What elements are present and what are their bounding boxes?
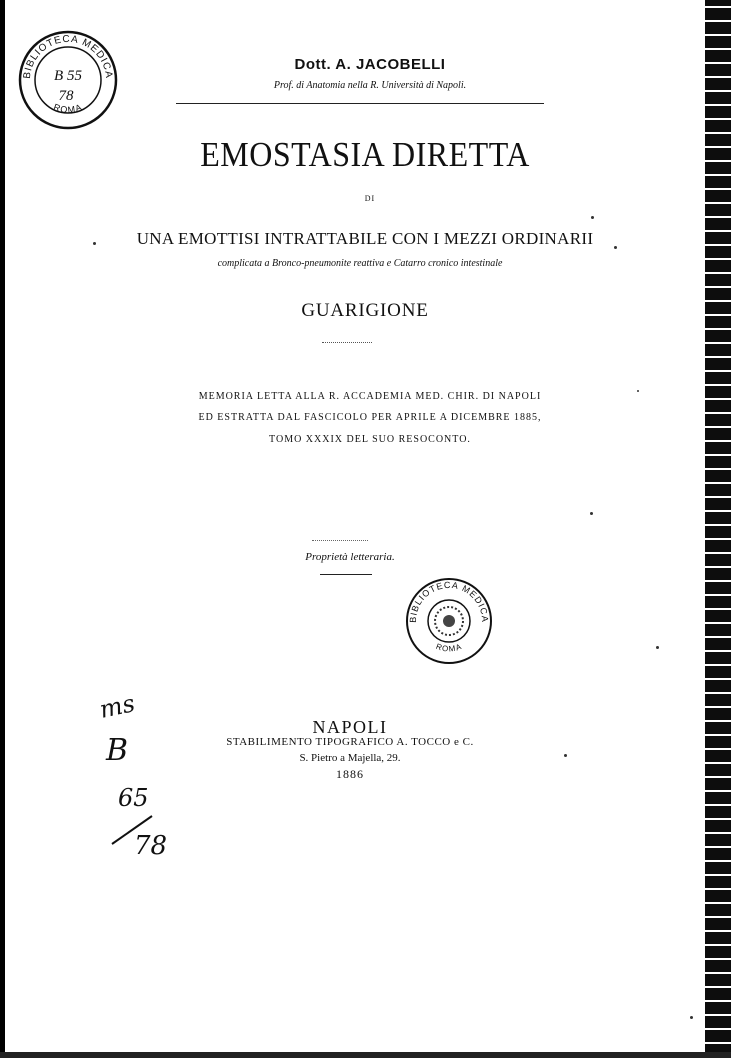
scan-right-edge (705, 0, 731, 1058)
scan-speck (590, 512, 593, 515)
handwritten-note: B (106, 733, 129, 768)
stamp-mid-library-name: BIBLIOTECA MEDICA (407, 579, 491, 623)
imprint-year: 1886 (336, 767, 364, 781)
scan-bottom-edge (0, 1052, 731, 1058)
scan-speck (591, 216, 594, 219)
handwritten-note: ms (97, 689, 138, 724)
author-name: Dott. A. JACOBELLI (294, 56, 446, 73)
document-subtitle: UNA EMOTTISI INTRATTABILE CON I MEZZI ORDINARII (136, 229, 594, 248)
imprint-city: NAPOLI (312, 717, 388, 737)
scan-speck (690, 1016, 693, 1019)
author-position: Prof. di Anatomia nella R. Università di Napoli. (273, 80, 467, 91)
title-connector: DI (364, 194, 376, 203)
library-stamp-top (16, 28, 120, 132)
header-rule (176, 103, 544, 104)
dotted-separator (322, 342, 372, 343)
stamp-top-library-name: BIBLIOTECA MEDICA (21, 33, 115, 80)
memoir-line: ED ESTRATTA DAL FASCICOLO PER APRILE A DICEMBRE 1885, (198, 412, 542, 423)
scan-speck (656, 646, 659, 649)
library-stamp-middle (404, 576, 494, 666)
scan-speck (564, 754, 567, 757)
scan-speck (637, 390, 639, 392)
svg-text:ROMA (435, 642, 464, 654)
imprint-address: S. Pietro a Majella, 29. (299, 752, 401, 764)
scan-speck (614, 246, 617, 249)
stamp-shelfmark-top: B 55 (54, 68, 82, 84)
stamp-shelfmark-bottom: 78 (58, 88, 74, 104)
handwritten-notes (90, 684, 190, 880)
handwritten-note: 78 (134, 831, 168, 861)
memoir-line: TOMO XXXIX DEL SUO RESOCONTO. (269, 434, 471, 445)
complication-line: complicata a Bronco-pneumonite reattiva e Catarro cronico intestinale (217, 258, 503, 269)
outcome-heading: GUARIGIONE (301, 300, 429, 321)
stamp-mid-library-city: ROMA (434, 641, 464, 654)
scan-speck (93, 242, 96, 245)
handwritten-note: 65 (118, 784, 149, 812)
rights-rule (320, 574, 372, 575)
scan-left-edge (0, 0, 5, 1058)
dotted-separator (312, 540, 368, 541)
rights-notice: Proprietà letteraria. (305, 551, 395, 563)
document-title: EMOSTASIA DIRETTA (200, 134, 530, 174)
imprint-printer: STABILIMENTO TIPOGRAFICO A. TOCCO e C. (226, 736, 474, 748)
stamp-top-library-city: ROMA (52, 101, 84, 115)
memoir-line: MEMORIA LETTA ALLA R. ACCADEMIA MED. CHIR. DI NAPOLI (198, 391, 542, 402)
